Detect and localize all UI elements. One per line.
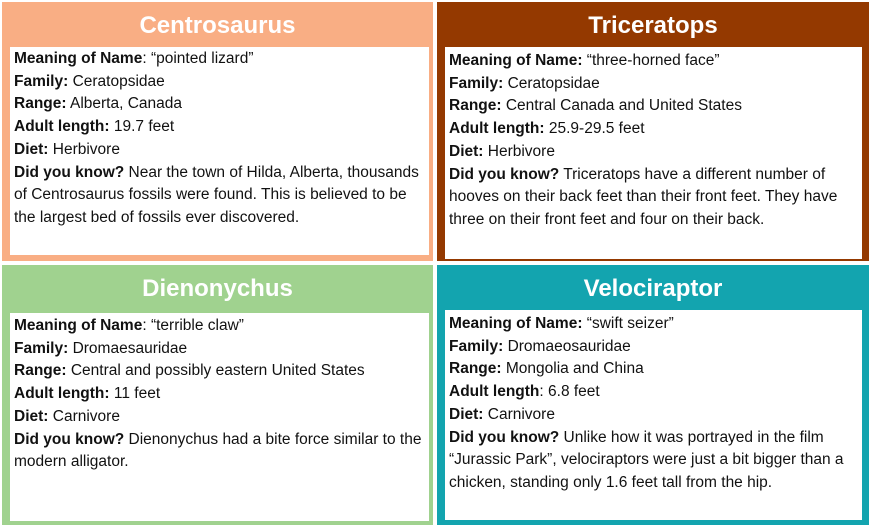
family-row [14,71,425,94]
range-row [14,360,425,383]
fact-row [449,427,858,495]
diet-value: Herbivore [483,142,555,160]
meaning-value: “pointed lizard” [150,50,254,67]
card-velociraptor [437,265,869,525]
length-row [14,116,425,139]
meaning-row [14,48,425,71]
range-row [449,358,858,381]
diet-label: Diet: [14,407,49,425]
diet-row [449,141,858,164]
card-body [10,47,429,255]
family-value: Ceratopsidae [503,74,600,92]
card-body [445,47,862,259]
length-value: : 6.8 feet [539,383,600,401]
fact-row [14,429,425,474]
diet-value: Carnivore [48,407,120,425]
range-value: Central Canada and United States [501,97,742,115]
meaning-label: Meaning of Name [14,50,143,67]
card-title: Velociraptor [583,275,723,302]
length-label: Adult length: [14,118,110,136]
fact-value: Dienonychus had a bite force similar to the modern alligator. [14,430,422,471]
family-value: Ceratopsidae [68,72,165,90]
card-centrosaurus [2,2,433,261]
meaning-value: “three-horned face” [586,52,720,69]
diet-row [14,406,425,429]
fact-label: Did you know? [449,428,560,446]
range-label: Range: [14,362,67,380]
fact-label: Did you know? [14,430,125,448]
family-row [14,338,425,361]
meaning-row [449,313,858,336]
diet-value: Carnivore [483,405,555,423]
range-value: Alberta, Canada [66,95,183,113]
meaning-label: Meaning of Name: [449,315,583,332]
diet-row [14,139,425,162]
range-label: Range: [449,97,502,115]
range-label: Range: [449,360,502,378]
meaning-value: “swift seizer” [586,315,674,332]
meaning-separator: : [142,317,151,334]
card-title: Centrosaurus [139,12,296,39]
family-value: Dromaeosauridae [503,337,631,355]
fact-value: Triceratops have a different number of hooves on their back feet than their front feet. They have three on their front feet and four on their back. [449,165,838,228]
card-body [10,313,429,521]
meaning-value: “terrible claw” [150,317,244,334]
card-triceratops [437,2,869,261]
fact-row [14,162,425,230]
range-value: Mongolia and China [501,360,644,378]
card-title: Triceratops [588,12,718,39]
length-value: 25.9-29.5 feet [544,120,645,138]
range-row [449,95,858,118]
card-title: Dienonychus [142,275,293,302]
family-label: Family: [14,339,69,357]
length-row [14,383,425,406]
meaning-separator: : [142,50,151,67]
family-row [449,336,858,359]
diet-value: Herbivore [48,140,120,158]
length-label: Adult length [449,383,540,401]
length-label: Adult length: [14,385,110,403]
diet-label: Diet: [14,140,49,158]
fact-row [449,164,858,232]
length-value: 11 feet [109,385,161,403]
meaning-row [14,315,425,338]
length-label: Adult length: [449,120,545,138]
meaning-label: Meaning of Name [14,317,143,334]
fact-label: Did you know? [14,163,125,181]
length-value: 19.7 feet [109,118,175,136]
diet-row [449,404,858,427]
meaning-label: Meaning of Name: [449,52,583,69]
range-row [14,93,425,116]
family-label: Family: [449,337,504,355]
fact-value: Near the town of Hilda, Alberta, thousands of Centrosaurus fossils were found. This is believed to be the largest bed of fossils ever discovered. [14,163,419,226]
length-row [449,381,858,404]
meaning-row [449,50,858,73]
range-label: Range: [14,95,67,113]
card-body [445,310,862,520]
card-dienonychus [2,265,433,525]
diet-label: Diet: [449,405,484,423]
family-row [449,73,858,96]
length-row [449,118,858,141]
range-value: Central and possibly eastern United States [66,362,365,380]
fact-label: Did you know? [449,165,560,183]
family-value: Dromaesauridae [68,339,188,357]
fact-value: Unlike how it was portrayed in the film “Jurassic Park”, velociraptors were just a bit bigger than a chicken, standing only 1.6 feet tall from the hip. [449,428,844,491]
family-label: Family: [449,74,504,92]
family-label: Family: [14,72,69,90]
diet-label: Diet: [449,142,484,160]
